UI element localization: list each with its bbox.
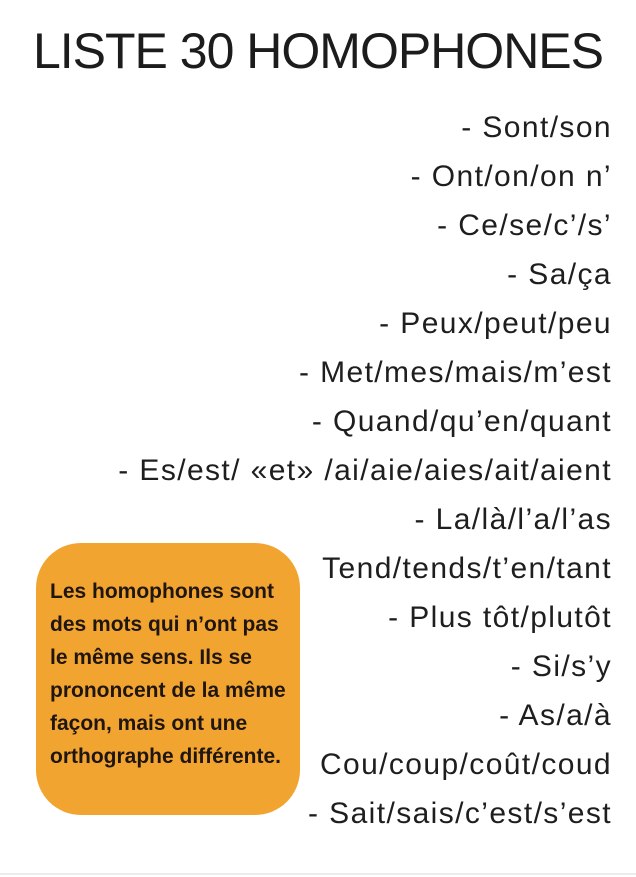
note-line: Les homophones sont: [50, 580, 275, 603]
note-line: orthographe différente.: [50, 745, 282, 768]
list-item: - Quand/qu’en/quant: [311, 405, 612, 438]
definition-note-box: [36, 543, 300, 815]
note-line: des mots qui n’ont pas: [50, 613, 279, 636]
list-item: Tend/tends/t’en/tant: [322, 552, 612, 585]
list-item: - As/a/à: [499, 699, 612, 732]
note-line: le même sens. Ils se: [50, 646, 252, 669]
list-item: - Sait/sais/c’est/s’est: [308, 797, 612, 830]
list-item: - Peux/peut/peu: [379, 307, 612, 340]
note-line: façon, mais ont une: [50, 712, 248, 735]
page-title: LISTE 30 HOMOPHONES: [32, 23, 604, 79]
list-item: - Met/mes/mais/m’est: [298, 356, 612, 389]
list-item: - Ce/se/c’/s’: [437, 209, 612, 242]
list-item: - La/là/l’a/l’as: [414, 503, 612, 536]
list-item: - Plus tôt/plutôt: [388, 601, 612, 634]
list-item: - Si/s’y: [510, 650, 612, 683]
note-line: prononcent de la même: [50, 679, 286, 702]
page-bottom-edge: [0, 873, 636, 875]
list-item: Cou/coup/coût/coud: [319, 748, 612, 781]
list-item: - Sont/son: [461, 111, 612, 144]
list-item: - Sa/ça: [507, 258, 612, 291]
list-item: - Es/est/ «et» /ai/aie/aies/ait/aient: [118, 454, 612, 487]
list-item: - Ont/on/on n’: [410, 160, 612, 193]
